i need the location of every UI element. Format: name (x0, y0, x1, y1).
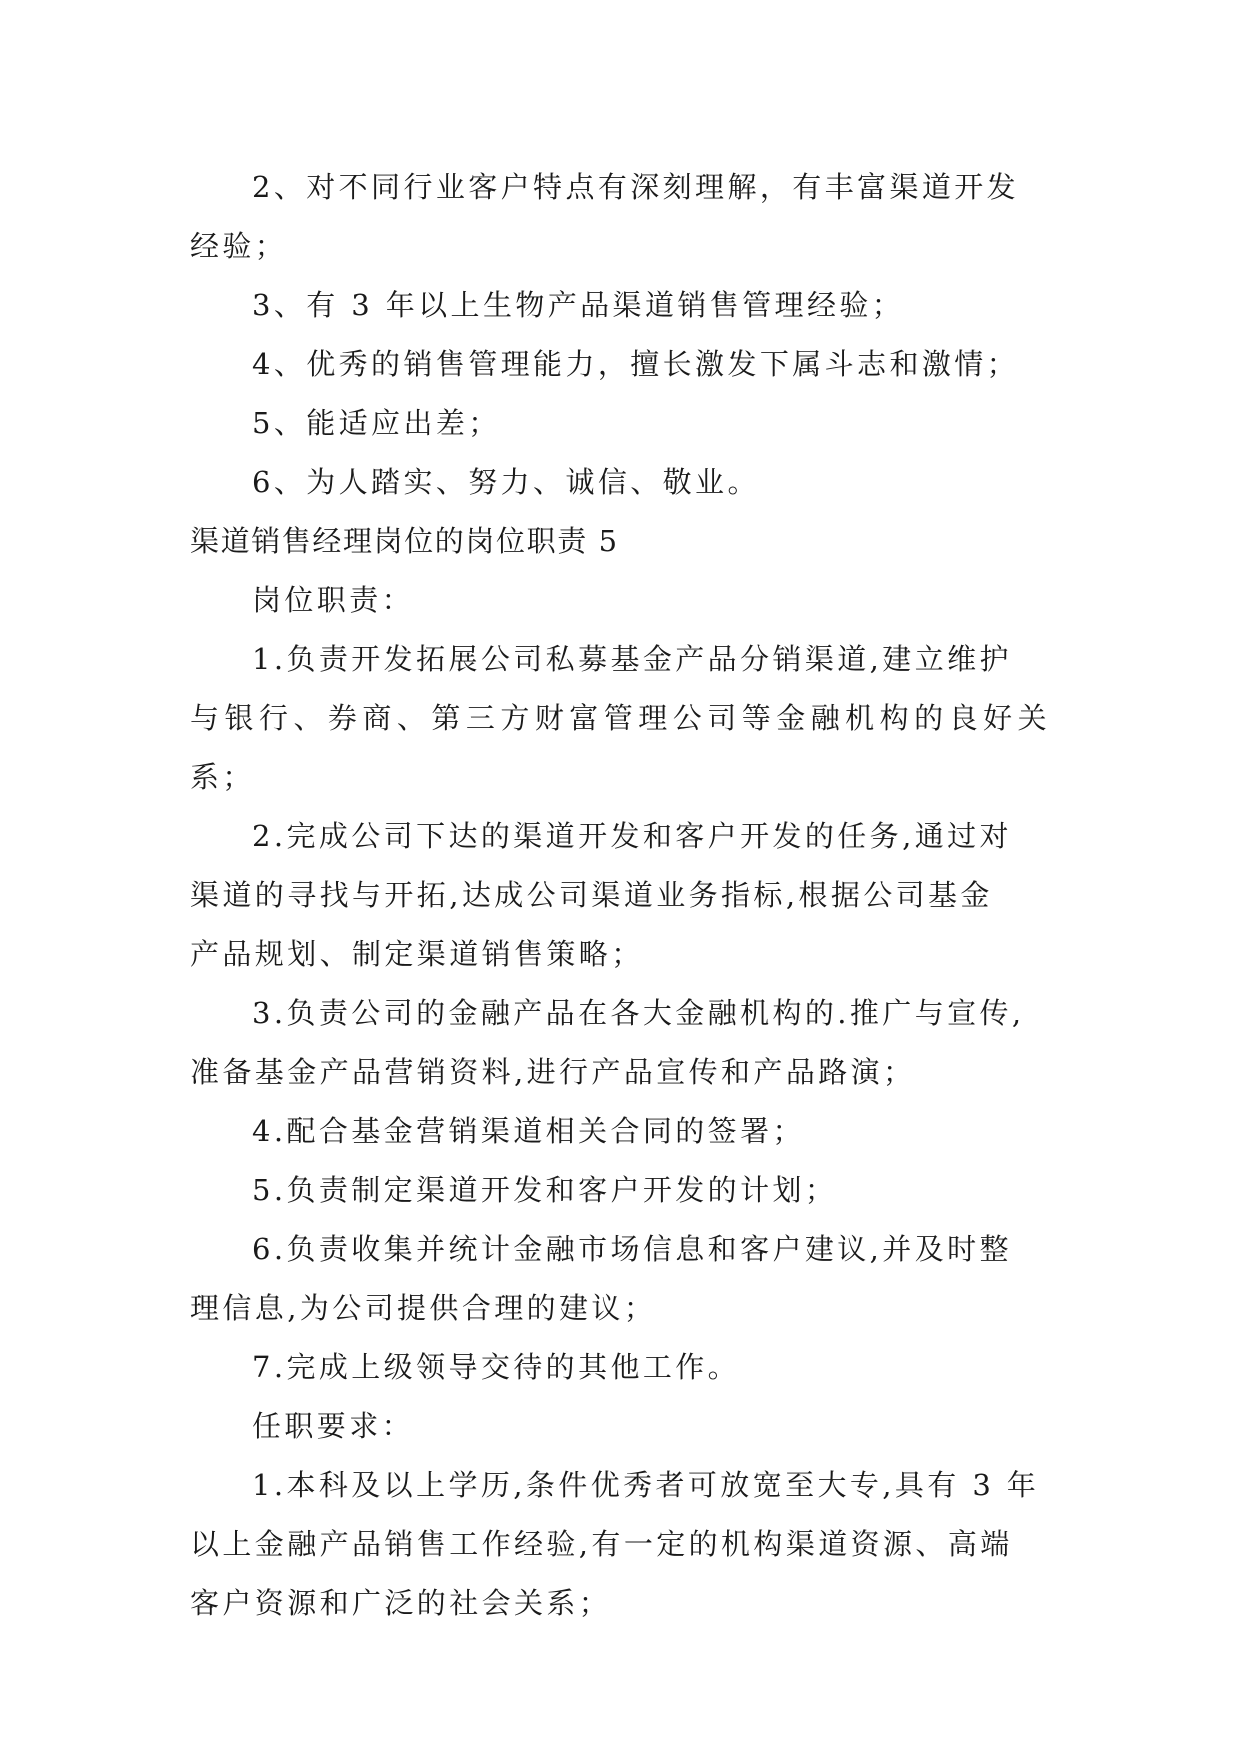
text-line: 6、为人踏实、努力、诚信、敬业。 (252, 465, 760, 499)
text-line: 6.负责收集并统计金融市场信息和客户建议,并及时整 (252, 1232, 1012, 1266)
paragraph (190, 276, 1050, 335)
text-line: 岗位职责： (252, 583, 415, 617)
text-line: 与银行、券商、第三方财富管理公司等金融机构的良好关系； (190, 701, 1050, 794)
text-line: 5、能适应出差； (252, 406, 501, 440)
paragraph (190, 453, 1050, 512)
text-line: 5.负责制定渠道开发和客户开发的计划； (252, 1173, 838, 1207)
paragraph (190, 984, 1050, 1102)
text-line: 理信息,为公司提供合理的建议； (190, 1291, 657, 1325)
text-line: 3、有 3 年以上生物产品渠道销售管理经验； (252, 288, 905, 322)
text-line: 4.配合基金营销渠道相关合同的签署； (252, 1114, 805, 1148)
paragraph (190, 1220, 1050, 1338)
paragraph (190, 394, 1050, 453)
text-line: 经验； (190, 229, 288, 263)
document-page (190, 158, 1050, 1633)
paragraph (190, 807, 1050, 984)
paragraph (190, 571, 1050, 630)
paragraph (190, 1397, 1050, 1456)
text-line: 渠道的寻找与开拓,达成公司渠道业务指标,根据公司基金 (190, 878, 993, 912)
paragraph (190, 1161, 1050, 1220)
text-line: 1.本科及以上学历,条件优秀者可放宽至大专,具有 3 年 (252, 1468, 1040, 1502)
text-line: 准备基金产品营销资料,进行产品宣传和产品路演； (190, 1055, 916, 1089)
paragraph (190, 158, 1050, 276)
text-line: 客户资源和广泛的社会关系； (190, 1586, 612, 1620)
paragraph (190, 630, 1050, 807)
paragraph (190, 1102, 1050, 1161)
paragraph (190, 1338, 1050, 1397)
text-line: 任职要求： (252, 1409, 415, 1443)
heading-text: 渠道销售经理岗位的岗位职责 5 (190, 524, 619, 558)
text-line: 产品规划、制定渠道销售策略； (190, 937, 644, 971)
text-line: 1.负责开发拓展公司私募基金产品分销渠道,建立维护 (252, 642, 1012, 676)
section-heading (190, 512, 1050, 571)
paragraph (190, 335, 1050, 394)
text-line: 7.完成上级领导交待的其他工作。 (252, 1350, 741, 1384)
paragraph (190, 1456, 1050, 1633)
text-line: 4、优秀的销售管理能力，擅长激发下属斗志和激情； (252, 347, 1020, 381)
text-line: 2.完成公司下达的渠道开发和客户开发的任务,通过对 (252, 819, 1012, 853)
text-line: 以上金融产品销售工作经验,有一定的机构渠道资源、高端 (190, 1527, 1013, 1561)
text-line: 3.负责公司的金融产品在各大金融机构的.推广与宣传, (252, 996, 1025, 1030)
text-line: 2、对不同行业客户特点有深刻理解，有丰富渠道开发 (252, 170, 1020, 204)
